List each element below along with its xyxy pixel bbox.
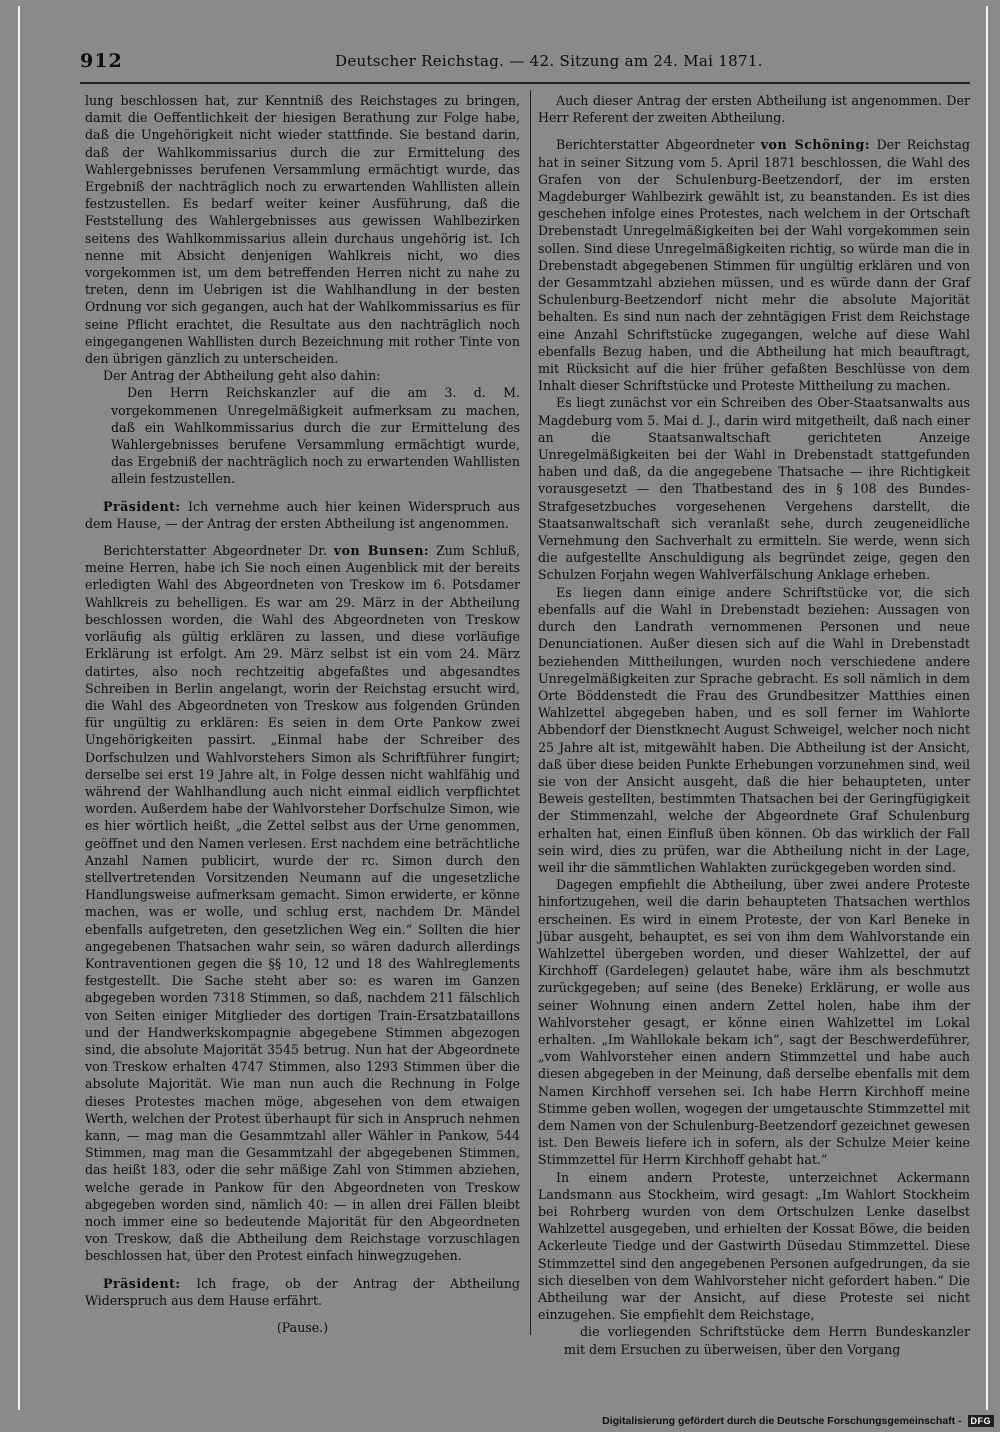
page-edge-left bbox=[18, 6, 20, 1410]
speaker-name: Präsident: bbox=[103, 1275, 181, 1291]
credit-text: Digitalisierung gefördert durch die Deutsche Forschungsgemeinschaft - bbox=[602, 1415, 962, 1427]
paragraph: In einem andern Proteste, unterzeichnet Ackermann Landsmann aus Stockheim, wird gesagt: „Im Wahlort Stockheim bei Rohrberg wurden von dem Ortschulzen Lenke daselbst Wahlzettel ausgegeben, und erhielten der Kossat Böwe, die beiden Ackerleute Tiedge und der Gastwirth Düsedau Stimmzettel. Diese Stimmzettel sind den angegebenen Personen aufgedrungen, da sie sich dieselben von dem Wahlvorsteher nicht gefordert haben.“ Die Abtheilung war der Ansicht, auf diese Proteste sei nicht einzugehen. Sie empfiehlt dem Reichstage, bbox=[538, 1169, 970, 1323]
speech-rapporteur bbox=[538, 136, 970, 394]
right-column bbox=[538, 92, 970, 1358]
paragraph: Dagegen empfiehlt die Abtheilung, über zwei andere Proteste hinfortzugehen, weil die darin behaupteten Thatsachen werthlos erscheinen. Es wird in einem Proteste, der von Karl Beneke in Jübar ausgeht, behauptet, es sei von ihm dem Wahlvorstande ein Wahlzettel übergeben worden, und dieser Wahlzettel, der auf Kirchhoff (Gardelegen) gelautet habe, wäre ihm als beschmutzt zurückgegeben; auf seine (des Beneke) Erklärung, er wolle aus seiner Wohnung einen andern Zettel holen, habe ihm der Wahlvorsteher gesagt, er könne einen Wahlzettel im Lokal erhalten. „Im Wahllokale bekam ich“, sagt der Beschwerdeführer, „vom Wahlvorsteher einen andern Stimmzettel und habe auch diesen abgegeben in der Meinung, daß derselbe ebenfalls mit dem Namen Kirchhoff versehen sei. Ich habe Herrn Kirchhoff meine Stimme geben wollen, wogegen der umgetauschte Stimmzettel mit dem Namen von der Schulenburg-Beetzendorf gezeichnet gewesen ist. Den Beweis liefere ich in sofern, als der Schulze Meier keine Stimmzettel für Herrn Kirchhoff gehabt hat.“ bbox=[538, 877, 970, 1168]
page-number: 912 bbox=[80, 50, 123, 72]
paragraph: Es liegen dann einige andere Schriftstücke vor, die sich ebenfalls auf die Wahl in Drebenstadt beziehen: Aussagen von durch den Landrath vernommenen Personen und neue Denunciationen. Außer diesen sich auf die Wahl in Drebenstadt beziehenden Mittheilungen, wurden noch verschiedene andere Unregelmäßigkeiten zur Sprache gebracht. Es soll nämlich in dem Orte Böddenstedt die Frau des Grundbesitzer Matthies einen Wahlzettel abgegeben haben, und es soll ferner im Wahlorte Abbendorf der Dienstknecht August Schweigel, welcher noch nicht 25 Jahre alt ist, mitgewählt haben. Die Abtheilung ist der Ansicht, daß über diese beiden Punkte Erhebungen vorzunehmen sind, weil sie von der Ansicht ausgeht, daß die hier behaupteten, unter Beweis gestellten, bestimmten Thatsachen bei der Geringfügigkeit der Stimmenzahl, welche der Abgeordnete Graf Schulenburg erhalten hat, einen Einfluß üben können. Ob das wirklich der Fall sein wird, dies zu prüfen, war die Abtheilung nicht in der Lage, weil ihr die sämmtlichen Wahlakten zurückgegeben worden sind. bbox=[538, 584, 970, 875]
page-header bbox=[80, 50, 980, 80]
speech-text: Zum Schluß, meine Herren, habe ich Sie noch einen Augenblick mit der bereits erledigten Wahl des Abgeordneten von Treskow im 6. Potsdamer Wahlkreis zu behelligen. Es war am 29. März in der Abtheilung beschlossen worden, die Wahl des Abgeordneten von Treskow vorläufig als gültig erklären zu lassen, und diese vorläufige Erklärung ist erfolgt. Am 29. März selbst ist ein vom 24. März datirtes, also noch rechtzeitig abgefaßtes und abgesandtes Schreiben in Berlin angelangt, worin der Reichstag ersucht wird, die Wahl des Abgeordneten von Treskow aus folgenden Gründen für ungültig zu erklären: Es seien in dem Orte Pankow zwei Ungehörigkeiten passirt. „Einmal habe der Schreiber des Dorfschulzen und Wahlvorstehers Simon als Schriftführer fungirt; derselbe sei erst 19 Jahre alt, in Folge dessen nicht wahlfähig und während der Wahlhandlung auch nicht einmal eidlich verpflichtet worden. Außerdem habe der Wahlvorsteher Dorfschulze Simon, wie es hier wörtlich heißt, „die Zettel selbst aus der Urne genommen, geöffnet und den Namen verlesen. Erst nachdem eine beträchtliche Anzahl Namen publicirt, wurde der rc. Simon durch den stellvertretenden Vorsitzenden Neumann auf die ungesetzliche Handlungsweise aufmerksam gemacht. Simon erwiderte, er könne machen, was er wolle, und schlug erst, nachdem Dr. Mändel ebenfalls aufgetreten, den gesetzlichen Weg ein.“ Sollten die hier angegebenen Thatsachen wahr sein, so wären dadurch allerdings Kontraventionen gegen die §§ 10, 12 und 18 des Wahlreglements festgestellt. Die Sache steht aber so: es waren im Ganzen abgegeben worden 7318 Stimmen, so daß, nachdem 211 fälschlich von Seiten einiger Mitglieder des dortigen Train-Ersatzbataillons und der Handwerkskompagnie abgegebene Stimmen abgezogen sind, die absolute Majorität 3545 betrug. Nun hat der Abgeordnete von Treskow erhalten 4747 Stimmen, also 1293 Stimmen über die absolute Majorität. Wie man nun auch die Rechnung in Folge dieses Protestes machen möge, abgesehen von dem etwaigen Werth, welchen der Protest überhaupt für sich in Anspruch nehmen kann, — mag man die Gesammtzahl aller Wähler in Pankow, 544 Stimmen, mag man die Gesammtzahl der abgegebenen Stimmen, das heißt 183, oder die sehr mäßige Zahl von Stimmen abziehen, welche gerade in Pankow für den Abgeordneten von Treskow abgegeben worden sind, nämlich 40: — in allen drei Fällen bleibt noch immer eine so bedeutende Majorität für den Abgeordneten von Treskow, daß die Abtheilung dem Reichstage vorzuschlagen beschlossen hat, über den Protest einfach hinwegzugehen. bbox=[85, 543, 521, 1264]
speaker-role: Berichterstatter Abgeordneter bbox=[556, 137, 761, 153]
speech-text: Ich frage, ob der Antrag der Abtheilung Widerspruch aus dem Hause erfährt. bbox=[85, 1275, 520, 1308]
speech-text: Der Reichstag hat in seiner Sitzung vom 5. April 1871 beschlossen, die Wahl des Grafen von der Schulenburg-Beetzendorf, der im ersten Magdeburger Wahlbezirk gewählt ist, zu beanstanden. Es ist dies geschehen infolge eines Protestes, nach welchem in der Ortschaft Drebenstadt Unregelmäßigkeiten bei der Wahl vorgekommen sein sollen. Sind diese Unregelmäßigkeiten richtig, so würde man die in Drebenstadt abgegebenen Stimmen für ungültig erklären und von der Gesammtzahl abziehen müssen, und es würde dann der Graf Schulenburg-Beetzendorf nicht mehr die absolute Majorität behalten. Es sind nun nach der zehntägigen Frist dem Reichstage eine Anzahl Schriftstücke zugegangen, welche auf diese Wahl ebenfalls Bezug haben, und die Abtheilung hat mich beauftragt, mit Rücksicht auf die hier früher gefaßten Beschlüsse von dem Inhalt dieser Schriftstücke und Proteste Mittheilung zu machen. bbox=[538, 137, 970, 394]
speech-president bbox=[85, 1275, 520, 1309]
speech-rapporteur bbox=[85, 542, 520, 1265]
speaker-name: von Schöning: bbox=[760, 137, 870, 153]
speaker-role: Berichterstatter Abgeordneter Dr. bbox=[103, 543, 334, 559]
header-rule bbox=[80, 82, 970, 84]
speech-text: Ich vernehme auch hier keinen Widerspruch aus dem Hause, — der Antrag der ersten Abtheilung ist angenommen. bbox=[85, 498, 520, 531]
paragraph: Es liegt zunächst vor ein Schreiben des Ober-Staatsanwalts aus Magdeburg vom 5. Mai d. J., darin wird mitgetheilt, daß nach einer an die Staatsanwaltschaft gerichteten Anzeige Unregelmäßigkeiten bei der Wahl in Drebenstadt stattgefunden haben und daß, da die angegebene Thatsache — ihre Richtigkeit vorausgesetzt — den Thatbestand des in § 108 des Bundes-Strafgesetzbuches vorgesehenen Vergehens darstellt, die Staatsanwaltschaft sich veranlaßt sehe, durch zeugeneidliche Vernehmung den Sachverhalt zu ermitteln. Sie werde, wenn sich die aufgestellte Anschuldigung als begründet zeige, gegen den Schulzen Forjahn wegen Wahlverfälschung Anklage erheben. bbox=[538, 395, 970, 583]
column-divider bbox=[530, 90, 531, 1335]
running-title: Deutscher Reichstag. — 42. Sitzung am 24. Mai 1871. bbox=[335, 52, 763, 70]
dfg-logo: DFG bbox=[968, 1415, 995, 1427]
left-column bbox=[85, 92, 520, 1336]
paragraph: Der Antrag der Abtheilung geht also dahin: bbox=[103, 368, 381, 384]
digitization-credit bbox=[602, 1412, 994, 1430]
stage-direction: (Pause.) bbox=[276, 1320, 329, 1336]
speech-president bbox=[85, 498, 520, 532]
speaker-name: Präsident: bbox=[103, 498, 181, 514]
paragraph: Auch dieser Antrag der ersten Abtheilung ist angenommen. Der Herr Referent der zweiten Abtheilung. bbox=[538, 93, 970, 126]
speaker-name: von Bunsen: bbox=[333, 543, 430, 559]
motion-quote: die vorliegenden Schriftstücke dem Herrn Bundeskanzler mit dem Ersuchen zu überweisen, über den Vorgang bbox=[564, 1324, 970, 1357]
paragraph: lung beschlossen hat, zur Kenntniß des Reichstages zu bringen, damit die Oeffentlichkeit der hiesigen Berathung zur Folge habe, daß die Ungehörigkeit nicht wieder stattfinde. Sie bestand darin, daß der Wahlkommissarius durch die zur Ermittelung des Wahlergebnisses berufenen Versammlung ermächtigt wurde, das Ergebniß der nachträglich noch zu erwartenden Wahllisten allein festzustellen. Es bedarf weiter keiner Ausführung, daß die Feststellung des Wahlergebnisses aus gewissen Wahlbezirken seitens des Wahlkommissarius allein durchaus ungehörig ist. Ich nenne mit Absicht denjenigen Wahlkreis nicht, wo dies vorgekommen ist, um dem betreffenden Herren nicht zu nahe zu treten, denn im Uebrigen ist die Wahlhandlung in der besten Ordnung vor sich gegangen, auch hat der Wahlkommissarius es für seine Pflicht erachtet, die Resultate aus den nachträglich noch eingegangenen Wahllisten durch Bezeichnung mit rother Tinte von den übrigen gänzlich zu unterscheiden. bbox=[85, 93, 520, 367]
motion-quote: Den Herrn Reichskanzler auf die am 3. d. M. vorgekommenen Unregelmäßigkeit aufmerksam zu machen, daß ein Wahlkommissarius durch die zur Ermittelung des Wahlergebnisses berufene Versammlung ermächtigt wurde, das Ergebniß der nachträglich noch zu erwartenden Wahllisten allein festzustellen. bbox=[111, 385, 520, 487]
page-edge-right bbox=[986, 6, 988, 1410]
